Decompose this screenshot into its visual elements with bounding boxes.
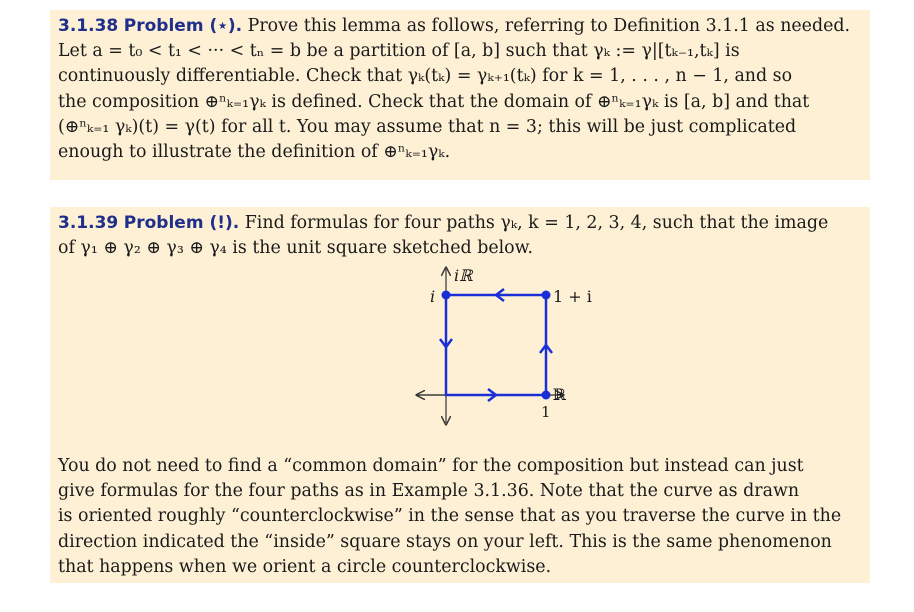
problem-3-1-39-box [50,207,870,583]
label-1: 1 [541,403,551,421]
problem-line-2: Let a = t₀ < t₁ < ··· < tₙ = b be a partition of [a, b] such that γₖ := γ|[tₖ₋₁,tₖ] is [58,41,740,62]
unit-square-figure [350,259,592,439]
note-line-1: You do not need to find a “common domain” for the composition but instead can just [58,456,804,476]
problem-line-1 [58,211,862,236]
note-line-3: is oriented roughly “counterclockwise” in the sense that as you traverse the curve in the [58,506,842,527]
vertex-1-plus-i [542,291,551,300]
problem-number: 3.1.39 [58,213,119,233]
problem-line-3: continuously differentiable. Check that γₖ(tₖ) = γₖ₊₁(tₖ) for k = 1, . . . , n − 1, and so [58,66,793,87]
axis-label-real: ℝ [552,385,566,404]
problem-line-text: Prove this lemma as follows, referring to Definition 3.1.1 as needed. [247,16,851,36]
problem-3-1-38-text [58,14,862,165]
problem-3-1-39-text [58,211,862,261]
problem-3-1-38-box [50,10,870,180]
problem-tag: Problem (⋆). [123,16,243,36]
note-line-5: that happens when we orient a circle counterclockwise. [58,556,552,577]
unit-square [446,295,546,395]
problem-3-1-39-note [58,454,862,580]
note-line-4: direction indicated the “inside” square stays on your left. This is the same phenomenon [58,531,832,552]
problem-line-2: of γ₁ ⊕ γ₂ ⊕ γ₃ ⊕ γ₄ is the unit square sketched below. [58,238,534,259]
note-line-2: give formulas for the four paths as in Example 3.1.36. Note that the curve as drawn [58,481,800,502]
problem-line-6: enough to illustrate the definition of ⊕ⁿₖ₌₁γₖ. [58,142,451,163]
problem-number: 3.1.38 [58,16,119,36]
label-1-plus-i: 1 + i [553,287,592,306]
vertex-1 [542,391,551,400]
problem-tag: Problem (!). [123,213,240,233]
problem-line-text: Find formulas for four paths γₖ, k = 1, 2, 3, 4, such that the image [244,213,829,233]
problem-line-1 [58,14,862,39]
problem-line-4: the composition ⊕ⁿₖ₌₁γₖ is defined. Check that the domain of ⊕ⁿₖ₌₁γₖ is [a, b] and that [58,91,810,112]
vertex-i [442,291,451,300]
label-i: i [430,287,436,306]
axis-label-imag: iℝ [454,266,473,285]
problem-line-5: (⊕ⁿₖ₌₁ γₖ)(t) = γ(t) for all t. You may assume that n = 3; this will be just complicated [58,116,797,137]
